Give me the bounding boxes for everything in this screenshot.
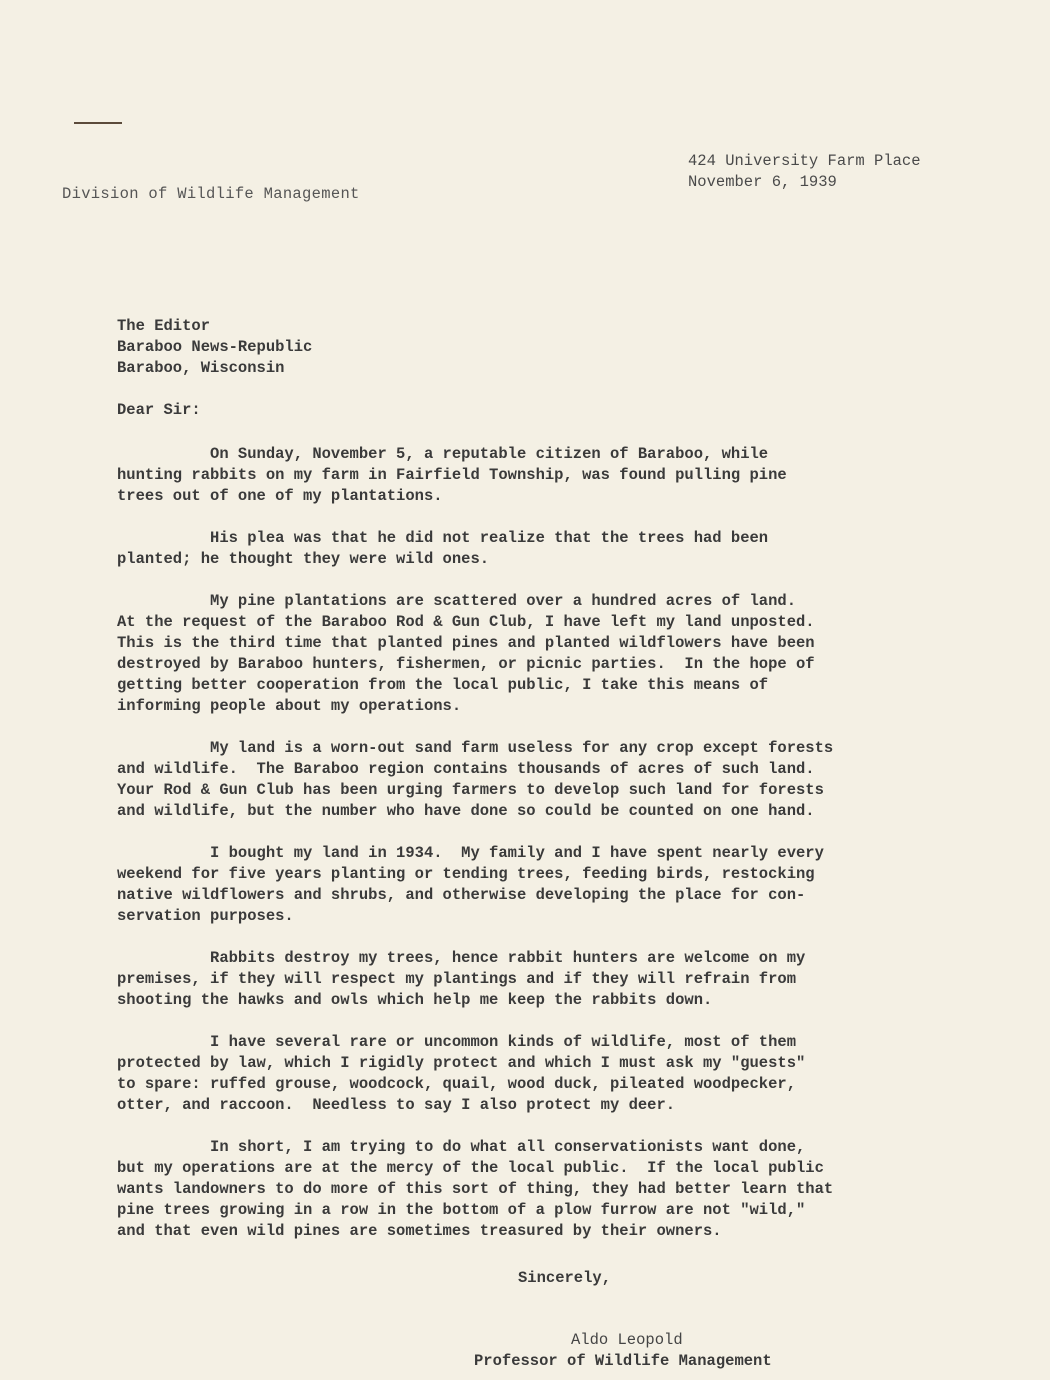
paragraph: I bought my land in 1934. My family and I have spent nearly every weekend for five years planting or tending trees, feeding birds, restocking native wildflowers and shrubs, and otherwise developing the place for con- servation purposes. xyxy=(117,844,824,925)
letter-date: November 6, 1939 xyxy=(688,173,837,191)
signature-name: Aldo Leopold xyxy=(571,1331,683,1349)
recipient-block xyxy=(117,316,312,379)
sender-address: 424 University Farm Place xyxy=(688,152,921,170)
recipient-line-3: Baraboo, Wisconsin xyxy=(117,359,285,377)
pen-mark xyxy=(74,122,122,124)
paragraph: My pine plantations are scattered over a hundred acres of land. At the request of the Baraboo Rod & Gun Club, I have left my land unposted. This is the third time that planted pines and planted wildflowers have been destroyed by Baraboo hunters, fishermen, or picnic parties. In the hope of getting better cooperation from the local public, I take this means of informing people about my operations. xyxy=(117,592,815,715)
closing: Sincerely, xyxy=(518,1269,612,1287)
letter-body xyxy=(117,444,947,1263)
paragraph: In short, I am trying to do what all conservationists want done, but my operations are at the mercy of the local public. If the local public wants landowners to do more of this sort of thing, they had better learn that pine trees growing in a row in the bottom of a plow furrow are not "wild," and that even wild pines are sometimes treasured by their owners. xyxy=(117,1138,834,1240)
paragraph: His plea was that he did not realize that the trees had been planted; he thought they were wild ones. xyxy=(117,529,769,568)
division-heading: Division of Wildlife Management xyxy=(62,185,360,203)
paragraph: I have several rare or uncommon kinds of wildlife, most of them protected by law, which I rigidly protect and which I must ask my "guests" to spare: ruffed grouse, woodcock, quail, wood duck, pileated woodpecker, otter, and raccoon. Needless to say I also protect my deer. xyxy=(117,1033,806,1114)
paragraph: On Sunday, November 5, a reputable citizen of Baraboo, while hunting rabbits on my farm in Fairfield Township, was found pulling pine trees out of one of my plantations. xyxy=(117,445,787,505)
sender-address-block xyxy=(688,151,921,193)
recipient-line-1: The Editor xyxy=(117,317,211,335)
salutation: Dear Sir: xyxy=(117,401,201,419)
recipient-line-2: Baraboo News-Republic xyxy=(117,338,313,356)
paragraph: Rabbits destroy my trees, hence rabbit hunters are welcome on my premises, if they will respect my plantings and if they will refrain from shooting the hawks and owls which help me keep the rabbits down. xyxy=(117,949,806,1009)
paragraph: My land is a worn-out sand farm useless for any crop except forests and wildlife. The Baraboo region contains thousands of acres of such land. Your Rod & Gun Club has been urging farmers to develop such land for forests and wildlife, but the number who have done so could be counted on one hand. xyxy=(117,739,834,820)
signature-title: Professor of Wildlife Management xyxy=(474,1352,772,1370)
